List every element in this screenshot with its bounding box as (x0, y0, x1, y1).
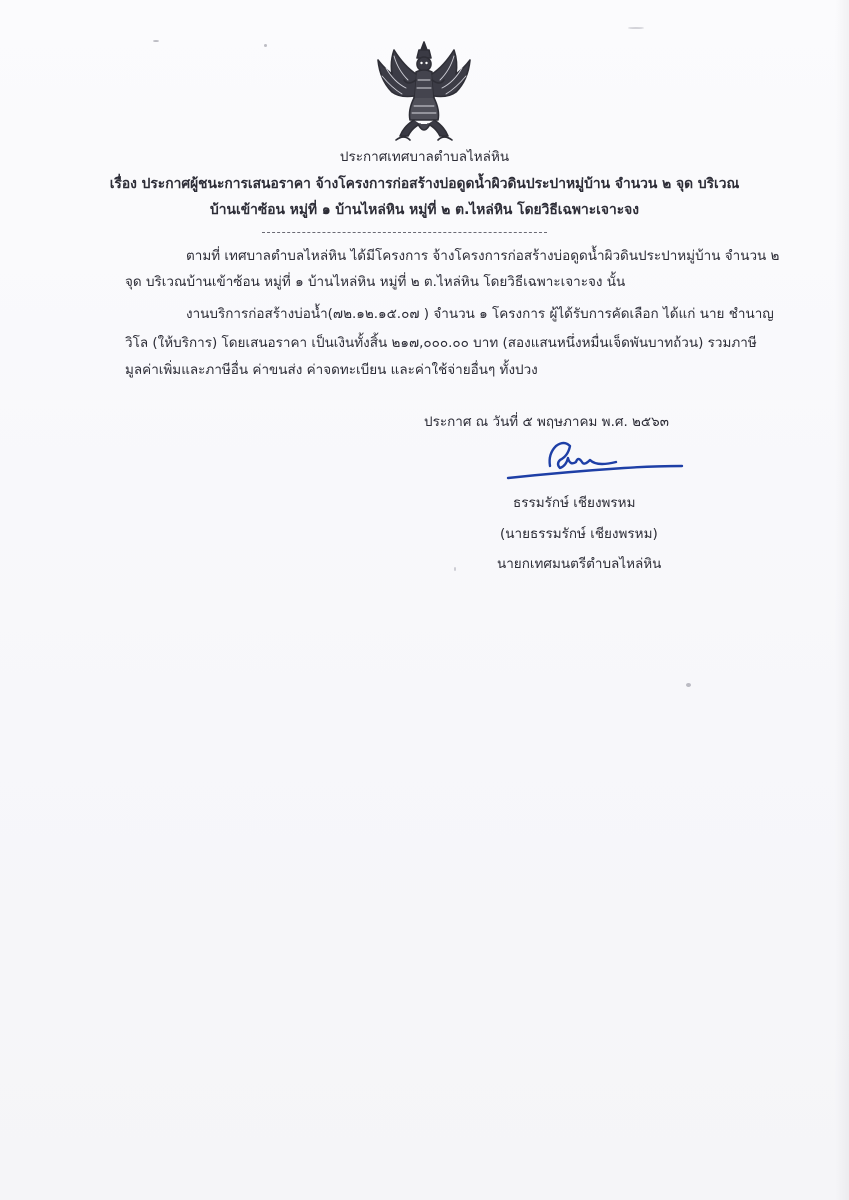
signer-position: นายกเทศมนตรีตำบลไหล่หิน (497, 556, 662, 572)
announcement-date: ประกาศ ณ วันที่ ๕ พฤษภาคม พ.ศ. ๒๕๖๓ (424, 414, 669, 430)
signer-full-name: (นายธรรมรักษ์ เชียงพรหม) (500, 526, 658, 542)
scan-speck (686, 683, 691, 687)
garuda-emblem-icon (374, 40, 474, 146)
org-title: ประกาศเทศบาลตำบลไหล่หิน (339, 149, 510, 165)
scan-speck (628, 27, 644, 29)
handwritten-signature (504, 436, 686, 484)
signer-name: ธรรมรักษ์ เชียงพรหม (513, 495, 636, 511)
scan-speck (264, 44, 267, 47)
scan-speck (454, 567, 456, 571)
paragraph-2-line-2: วิโล (ให้บริการ) โดยเสนอราคา เป็นเงินทั้งสิ้น ๒๑๗,๐๐๐.๐๐ บาท (สองแสนหนึ่งหมื่นเจ็ดพันบาทถ้วน) รวมภาษี (125, 335, 757, 351)
paragraph-2-line-3: มูลค่าเพิ่มและภาษีอื่น ค่าขนส่ง ค่าจดทะเบียน และค่าใช้จ่ายอื่นๆ ทั้งปวง (125, 362, 538, 378)
scan-speck (153, 40, 159, 42)
paragraph-1-line-2: จุด บริเวณบ้านเข้าซ้อน หมู่ที่ ๑ บ้านไหล่หิน หมู่ที่ ๒ ต.ไหล่หิน โดยวิธีเฉพาะเจาะจง นั้น (125, 274, 626, 290)
paragraph-1-line-1: ตามที่ เทศบาลตำบลไหล่หิน ได้มีโครงการ จ้างโครงการก่อสร้างบ่อดูดน้ำผิวดินประปาหมู่บ้าน จำนวน ๒ (186, 248, 780, 264)
separator-line (262, 232, 547, 233)
subject-line-2: บ้านเข้าซ้อน หมู่ที่ ๑ บ้านไหล่หิน หมู่ที่ ๒ ต.ไหล่หิน โดยวิธีเฉพาะเจาะจง (210, 202, 639, 218)
subject-line-1: เรื่อง ประกาศผู้ชนะการเสนอราคา จ้างโครงการก่อสร้างบ่อดูดน้ำผิวดินประปาหมู่บ้าน จำนวน ๒ จุด บริเวณ (109, 176, 740, 192)
paragraph-2-line-1: งานบริการก่อสร้างบ่อน้ำ(๗๒.๑๒.๑๕.๐๗ ) จำนวน ๑ โครงการ ผู้ได้รับการคัดเลือก ได้แก่ นาย ชำนาญ (186, 306, 774, 322)
